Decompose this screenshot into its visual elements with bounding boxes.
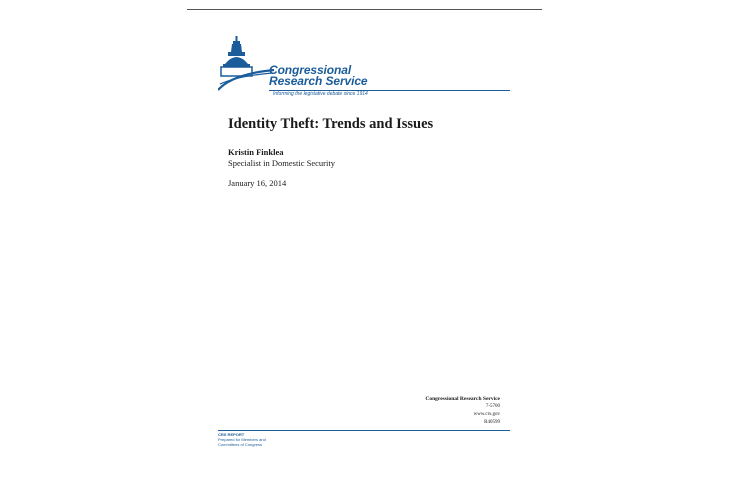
document-date: January 16, 2014 (228, 178, 287, 188)
publisher-block (425, 395, 500, 427)
publisher-organization: Congressional Research Service (425, 396, 500, 402)
top-rule (187, 9, 542, 10)
logo-wordmark: Congressional Research Service (269, 63, 368, 88)
capitol-dome-icon (218, 36, 274, 92)
publisher-phone: 7-5700 (485, 404, 500, 409)
crs-logo (218, 36, 518, 96)
publisher-website: www.crs.gov (473, 412, 500, 417)
document-title: Identity Theft: Trends and Issues (228, 116, 434, 132)
report-number: R40599 (484, 420, 500, 425)
footer-line-2: Committees of Congress (218, 442, 263, 447)
logo-tagline: Informing the legislative debate since 1914 (273, 91, 368, 97)
footer-label: CRS REPORT (218, 432, 245, 437)
footer-crs-report (218, 432, 266, 447)
footer-line-1: Prepared for Members and (218, 437, 266, 442)
author-name: Kristin Finklea (228, 147, 284, 157)
footer-rule (218, 430, 510, 431)
author-role: Specialist in Domestic Security (228, 158, 335, 168)
